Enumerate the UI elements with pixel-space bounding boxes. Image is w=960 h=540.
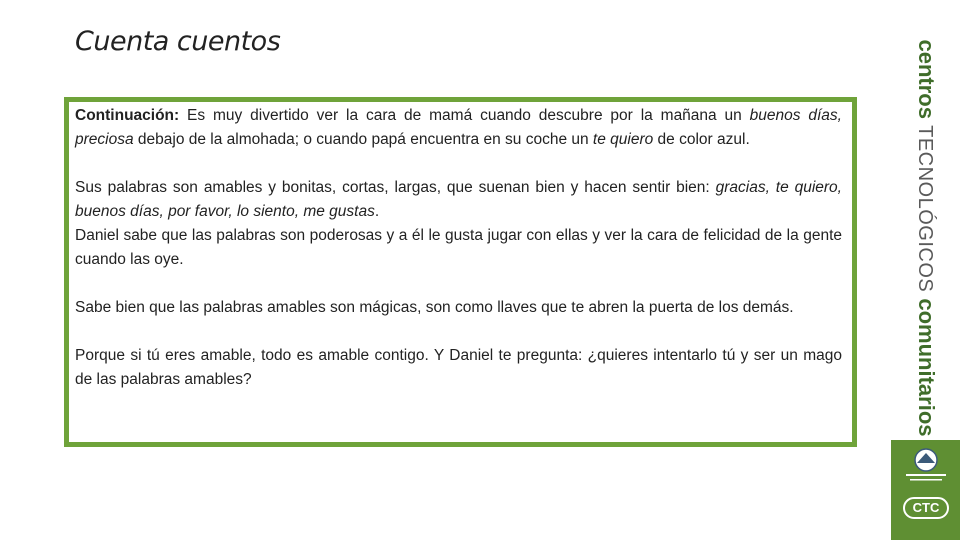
ctc-badge: CTC bbox=[903, 497, 949, 519]
italic-phrase: gracias, te quiero, buenos días, por favor, lo siento, me gustas bbox=[75, 179, 842, 220]
italic-phrase: buenos días, preciosa bbox=[75, 107, 842, 148]
brand-logo-area bbox=[891, 0, 960, 440]
slide-title: Cuenta cuentos bbox=[75, 26, 281, 57]
brand-word-comunitarios: comunitarios bbox=[913, 298, 939, 437]
text-segment: de color azul. bbox=[653, 131, 750, 148]
italic-phrase: te quiero bbox=[592, 131, 654, 148]
paragraph-lead: Continuación: bbox=[75, 107, 180, 124]
brand-word-tecnologicos: TECNOLÓGICOS bbox=[913, 125, 936, 293]
paragraph-1 bbox=[75, 104, 842, 152]
brand-wordmark bbox=[913, 39, 939, 436]
text-segment: Daniel sabe que las palabras son poderosas y a él le gusta jugar con ellas y ver la cara de felicidad de la gente cuando las oye. bbox=[75, 227, 842, 268]
text-segment: debajo de la almohada; o cuando papá encuentra en su coche un bbox=[133, 131, 593, 148]
brand-word-centros: centros bbox=[913, 39, 939, 119]
paragraph-3: Sabe bien que las palabras amables son mágicas, son como llaves que te abren la puerta de los demás. bbox=[75, 299, 794, 316]
seal-icon bbox=[898, 446, 954, 486]
text-segment: Sus palabras son amables y bonitas, cortas, largas, que suenan bien y hacen sentir bien: bbox=[75, 179, 716, 196]
text-segment: Es muy divertido ver la cara de mamá cuando descubre por la mañana un bbox=[179, 107, 750, 124]
story-text-box bbox=[64, 97, 857, 447]
text-segment: . bbox=[374, 203, 380, 220]
paragraph-4: Porque si tú eres amable, todo es amable contigo. Y Daniel te pregunta: ¿quieres intentarlo tú y ser un mago de las palabras amables? bbox=[75, 347, 842, 388]
paragraph-2 bbox=[75, 176, 842, 272]
